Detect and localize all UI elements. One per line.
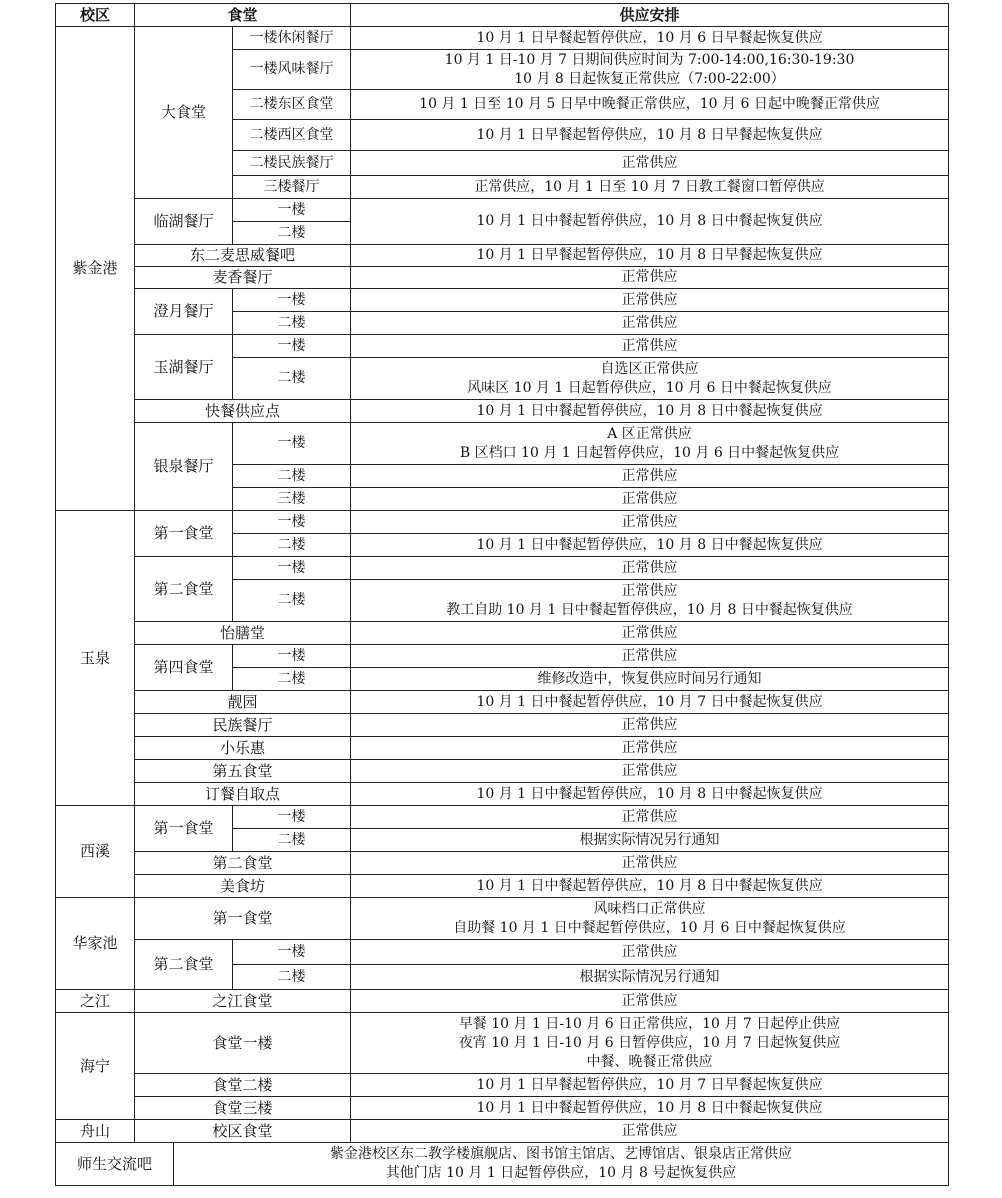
canteen-cell: 小乐惠 bbox=[135, 737, 351, 760]
table-row bbox=[56, 1097, 949, 1120]
table-row bbox=[56, 645, 949, 668]
arrangement-line: 自选区正常供应 bbox=[600, 360, 699, 377]
arrangement-header: 供应安排 bbox=[351, 4, 949, 27]
canteen-cell: 校区食堂 bbox=[135, 1120, 351, 1143]
canteen-cell: 快餐供应点 bbox=[135, 400, 351, 423]
floor-cell: 一楼 bbox=[233, 199, 351, 222]
canteen-cell: 临湖餐厅 bbox=[135, 199, 233, 245]
arrangement-cell bbox=[351, 289, 949, 312]
floor-cell: 一楼 bbox=[233, 557, 351, 580]
arrangement-cell bbox=[351, 120, 949, 151]
arrangement-cell bbox=[351, 465, 949, 488]
canteen-cell: 第二食堂 bbox=[135, 557, 233, 622]
canteen-cell: 美食坊 bbox=[135, 875, 351, 898]
table-row bbox=[56, 875, 949, 898]
arrangement-line: 正常供应 bbox=[621, 943, 678, 960]
footer-line: 其他门店 10 月 1 日起暂停供应，10 月 8 号起恢复供应 bbox=[385, 1165, 737, 1181]
arrangement-line: 正常供应 bbox=[621, 559, 678, 576]
floor-cell: 一楼 bbox=[233, 335, 351, 358]
arrangement-cell bbox=[351, 1074, 949, 1097]
arrangement-line: 正常供应 bbox=[621, 490, 678, 507]
floor-cell: 一楼 bbox=[233, 423, 351, 465]
canteen-header: 食堂 bbox=[135, 4, 351, 27]
floor-cell: 一楼 bbox=[233, 645, 351, 668]
arrangement-line: 10 月 1 日早餐起暂停供应，10 月 8 日早餐起恢复供应 bbox=[476, 126, 823, 143]
campus-cell: 舟山 bbox=[56, 1120, 135, 1143]
canteen-cell: 靓园 bbox=[135, 691, 351, 714]
table-row bbox=[56, 852, 949, 875]
arrangement-cell bbox=[351, 534, 949, 557]
canteen-cell: 东二麦思威餐吧 bbox=[135, 245, 351, 267]
floor-cell: 一楼 bbox=[233, 806, 351, 829]
canteen-cell: 第一食堂 bbox=[135, 806, 233, 852]
floor-cell: 二楼 bbox=[233, 965, 351, 990]
campus-cell: 海宁 bbox=[56, 1013, 135, 1120]
floor-cell: 二楼东区食堂 bbox=[233, 90, 351, 120]
arrangement-cell bbox=[351, 488, 949, 511]
canteen-cell: 订餐自取点 bbox=[135, 783, 351, 806]
arrangement-cell bbox=[351, 50, 949, 90]
arrangement-line: 正常供应 bbox=[621, 154, 678, 171]
arrangement-cell bbox=[351, 199, 949, 245]
arrangement-line: 维修改造中，恢复供应时间另行通知 bbox=[537, 670, 762, 687]
campus-cell: 紫金港 bbox=[56, 27, 135, 511]
arrangement-cell bbox=[351, 90, 949, 120]
header-row bbox=[56, 4, 949, 27]
floor-cell: 二楼 bbox=[233, 358, 351, 400]
arrangement-line: 正常供应 bbox=[621, 992, 678, 1009]
canteen-cell: 食堂三楼 bbox=[135, 1097, 351, 1120]
arrangement-cell bbox=[351, 691, 949, 714]
arrangement-line: 10 月 1 日中餐起暂停供应，10 月 8 日中餐起恢复供应 bbox=[476, 213, 823, 229]
arrangement-cell bbox=[351, 176, 949, 199]
table-row bbox=[56, 289, 949, 312]
arrangement-line: 正常供应 bbox=[621, 269, 678, 285]
arrangement-line: 夜宵 10 月 1 日-10 月 6 日暂停供应，10 月 7 日起恢复供应 bbox=[458, 1034, 841, 1051]
arrangement-line: 10 月 1 日早餐起暂停供应，10 月 6 日早餐起恢复供应 bbox=[476, 29, 823, 46]
footer-row-cell bbox=[56, 1143, 949, 1186]
table-row bbox=[56, 990, 949, 1013]
arrangement-cell bbox=[351, 965, 949, 990]
table-row bbox=[56, 714, 949, 737]
canteen-cell: 银泉餐厅 bbox=[135, 423, 233, 511]
table-row bbox=[56, 1013, 949, 1074]
arrangement-cell bbox=[351, 760, 949, 783]
canteen-cell: 之江食堂 bbox=[135, 990, 351, 1013]
canteen-cell: 澄月餐厅 bbox=[135, 289, 233, 335]
arrangement-line: 正常供应 bbox=[621, 808, 678, 825]
arrangement-cell bbox=[351, 245, 949, 267]
table-row bbox=[56, 1074, 949, 1097]
arrangement-cell bbox=[351, 335, 949, 358]
campus-cell: 玉泉 bbox=[56, 511, 135, 806]
arrangement-line: 教工自助 10 月 1 日中餐起暂停供应，10 月 8 日中餐起恢复供应 bbox=[446, 601, 853, 618]
table-row bbox=[56, 335, 949, 358]
arrangement-line: 正常供应 bbox=[621, 291, 678, 308]
floor-cell: 一楼休闲餐厅 bbox=[233, 27, 351, 50]
arrangement-cell bbox=[351, 806, 949, 829]
arrangement-cell bbox=[351, 990, 949, 1013]
table-row bbox=[56, 511, 949, 534]
arrangement-line: 自助餐 10 月 1 日中餐起暂停供应，10 月 6 日中餐起恢复供应 bbox=[453, 919, 846, 936]
arrangement-cell bbox=[351, 829, 949, 852]
table-row bbox=[56, 622, 949, 645]
canteen-cell: 玉湖餐厅 bbox=[135, 335, 233, 400]
canteen-cell: 大食堂 bbox=[135, 27, 233, 199]
table-row bbox=[56, 898, 949, 940]
arrangement-line: 10 月 1 日-10 月 7 日期间供应时间为 7:00-14:00,16:30-19:30 bbox=[444, 51, 855, 68]
arrangement-cell bbox=[351, 1097, 949, 1120]
floor-cell: 二楼 bbox=[233, 580, 351, 622]
arrangement-line: 正常供应 bbox=[621, 467, 678, 484]
floor-cell: 二楼 bbox=[233, 668, 351, 691]
canteen-cell: 第一食堂 bbox=[135, 511, 233, 557]
table-row bbox=[56, 737, 949, 760]
arrangement-cell bbox=[351, 358, 949, 400]
footer-line: 紫金港校区东二教学楼旗舰店、图书馆主馆店、艺博馆店、银泉店正常供应 bbox=[330, 1146, 792, 1162]
arrangement-line: 10 月 8 日起恢复正常供应（7:00-22:00） bbox=[514, 70, 785, 87]
arrangement-cell bbox=[351, 852, 949, 875]
arrangement-line: 正常供应 bbox=[621, 739, 678, 756]
arrangement-cell bbox=[351, 940, 949, 965]
footer-arrangement bbox=[174, 1143, 948, 1185]
footer-label: 师生交流吧 bbox=[56, 1143, 174, 1185]
floor-cell: 二楼 bbox=[233, 465, 351, 488]
arrangement-cell bbox=[351, 1013, 949, 1074]
arrangement-line: 风味区 10 月 1 日起暂停供应，10 月 6 日中餐起恢复供应 bbox=[467, 379, 832, 396]
table-row bbox=[56, 760, 949, 783]
arrangement-line: 正常供应，10 月 1 日至 10 月 7 日教工餐窗口暂停供应 bbox=[474, 178, 825, 195]
arrangement-line: 正常供应 bbox=[621, 513, 678, 530]
canteen-cell: 第二食堂 bbox=[135, 940, 233, 990]
floor-cell: 二楼 bbox=[233, 534, 351, 557]
canteen-cell: 第五食堂 bbox=[135, 760, 351, 783]
arrangement-line: 10 月 1 日至 10 月 5 日早中晚餐正常供应，10 月 6 日起中晚餐正常供应 bbox=[419, 96, 880, 112]
arrangement-line: 正常供应 bbox=[621, 337, 678, 354]
canteen-cell: 怡膳堂 bbox=[135, 622, 351, 645]
floor-cell: 二楼 bbox=[233, 829, 351, 852]
arrangement-cell bbox=[351, 580, 949, 622]
floor-cell: 二楼 bbox=[233, 222, 351, 245]
arrangement-line: 10 月 1 日中餐起暂停供应，10 月 8 日中餐起恢复供应 bbox=[476, 1099, 823, 1116]
canteen-schedule-table bbox=[55, 3, 949, 1186]
campus-cell: 西溪 bbox=[56, 806, 135, 898]
table-row bbox=[56, 27, 949, 50]
arrangement-line: 10 月 1 日中餐起暂停供应，10 月 8 日中餐起恢复供应 bbox=[476, 877, 823, 894]
arrangement-line: 正常供应 bbox=[621, 716, 678, 733]
table-row bbox=[56, 1143, 949, 1186]
arrangement-cell bbox=[351, 27, 949, 50]
arrangement-line: 10 月 1 日中餐起暂停供应，10 月 7 日中餐起恢复供应 bbox=[476, 693, 823, 710]
arrangement-cell bbox=[351, 267, 949, 289]
canteen-cell: 第四食堂 bbox=[135, 645, 233, 691]
arrangement-cell bbox=[351, 400, 949, 423]
arrangement-line: 根据实际情况另行通知 bbox=[579, 968, 720, 985]
arrangement-line: 正常供应 bbox=[621, 762, 678, 779]
canteen-cell: 第二食堂 bbox=[135, 852, 351, 875]
arrangement-cell bbox=[351, 645, 949, 668]
arrangement-cell bbox=[351, 312, 949, 335]
arrangement-line: 10 月 1 日中餐起暂停供应，10 月 8 日中餐起恢复供应 bbox=[476, 785, 823, 802]
canteen-cell: 食堂一楼 bbox=[135, 1013, 351, 1074]
campus-header: 校区 bbox=[56, 4, 135, 27]
floor-cell: 二楼民族餐厅 bbox=[233, 151, 351, 176]
arrangement-line: 早餐 10 月 1 日-10 月 6 日正常供应，10 月 7 日起停止供应 bbox=[458, 1015, 841, 1032]
arrangement-line: 风味档口正常供应 bbox=[593, 900, 706, 917]
table-row bbox=[56, 400, 949, 423]
table-row bbox=[56, 245, 949, 267]
campus-cell: 华家池 bbox=[56, 898, 135, 990]
arrangement-cell bbox=[351, 668, 949, 691]
arrangement-cell bbox=[351, 714, 949, 737]
floor-cell: 二楼西区食堂 bbox=[233, 120, 351, 151]
canteen-cell: 食堂二楼 bbox=[135, 1074, 351, 1097]
arrangement-line: 正常供应 bbox=[621, 1122, 678, 1139]
table-row bbox=[56, 1120, 949, 1143]
arrangement-line: 正常供应 bbox=[621, 314, 678, 331]
table-row bbox=[56, 806, 949, 829]
arrangement-line: 10 月 1 日早餐起暂停供应，10 月 7 日早餐起恢复供应 bbox=[476, 1076, 823, 1093]
table-row bbox=[56, 199, 949, 222]
table-row bbox=[56, 267, 949, 289]
table-row bbox=[56, 423, 949, 465]
arrangement-cell bbox=[351, 557, 949, 580]
table-row bbox=[56, 691, 949, 714]
arrangement-line: 中餐、晚餐正常供应 bbox=[586, 1053, 713, 1070]
arrangement-line: 正常供应 bbox=[621, 647, 678, 664]
canteen-cell: 麦香餐厅 bbox=[135, 267, 351, 289]
arrangement-line: 根据实际情况另行通知 bbox=[579, 831, 720, 848]
arrangement-cell bbox=[351, 1120, 949, 1143]
floor-cell: 一楼 bbox=[233, 289, 351, 312]
arrangement-cell bbox=[351, 783, 949, 806]
floor-cell: 一楼 bbox=[233, 511, 351, 534]
floor-cell: 一楼风味餐厅 bbox=[233, 50, 351, 90]
arrangement-cell bbox=[351, 898, 949, 940]
canteen-cell: 第一食堂 bbox=[135, 898, 351, 940]
floor-cell: 三楼餐厅 bbox=[233, 176, 351, 199]
canteen-cell: 民族餐厅 bbox=[135, 714, 351, 737]
arrangement-cell bbox=[351, 875, 949, 898]
table-row bbox=[56, 557, 949, 580]
arrangement-line: 10 月 1 日中餐起暂停供应，10 月 8 日中餐起恢复供应 bbox=[476, 402, 823, 419]
arrangement-line: A 区正常供应 bbox=[607, 425, 692, 442]
arrangement-line: 正常供应 bbox=[621, 854, 678, 871]
arrangement-cell bbox=[351, 737, 949, 760]
arrangement-cell bbox=[351, 151, 949, 176]
campus-cell: 之江 bbox=[56, 990, 135, 1013]
arrangement-line: 10 月 1 日早餐起暂停供应，10 月 8 日早餐起恢复供应 bbox=[476, 247, 823, 263]
arrangement-cell bbox=[351, 511, 949, 534]
arrangement-line: 正常供应 bbox=[621, 624, 678, 641]
table-row bbox=[56, 783, 949, 806]
arrangement-cell bbox=[351, 622, 949, 645]
table-row bbox=[56, 940, 949, 965]
floor-cell: 二楼 bbox=[233, 312, 351, 335]
floor-cell: 一楼 bbox=[233, 940, 351, 965]
arrangement-line: 10 月 1 日中餐起暂停供应，10 月 8 日中餐起恢复供应 bbox=[476, 536, 823, 553]
arrangement-line: 正常供应 bbox=[621, 582, 678, 599]
floor-cell: 三楼 bbox=[233, 488, 351, 511]
arrangement-line: B 区档口 10 月 1 日起暂停供应，10 月 6 日中餐起恢复供应 bbox=[459, 444, 840, 461]
arrangement-cell bbox=[351, 423, 949, 465]
